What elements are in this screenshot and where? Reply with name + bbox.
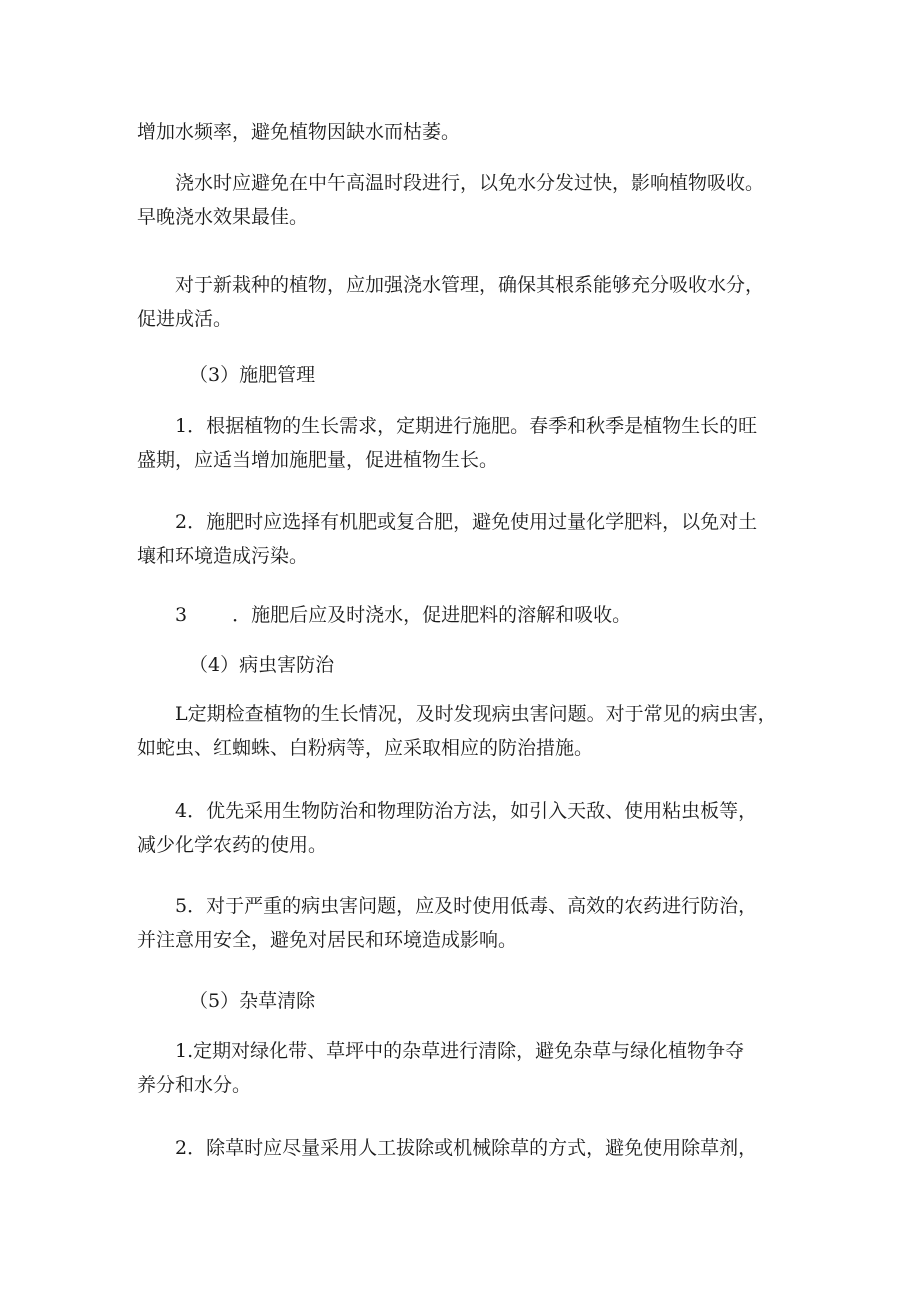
text-line: 增加水频率，避免植物因缺水而枯萎。: [137, 121, 461, 143]
text-line: 盛期，应适当增加施肥量，促进植物生长。: [137, 449, 499, 471]
text-line: 养分和水分。: [137, 1074, 252, 1096]
paragraph-fertilize-1: [137, 409, 797, 477]
list-number: 3: [175, 604, 188, 626]
text-line: 4．优先采用生物防治和物理防治方法，如引入天敌、使用粘虫板等，: [175, 800, 758, 822]
text-line: 浇水时应避免在中午高温时段进行，以免水分发过快，影响植物吸收。: [175, 172, 765, 194]
section-heading: （5）杂草清除: [189, 990, 316, 1012]
text-line: 并注意用安全，避免对居民和环境造成影响。: [137, 929, 518, 951]
text-line: 2．除草时应尽量采用人工拔除或机械除草的方式，避免使用除草剂，: [175, 1137, 758, 1159]
text-line: 早晚浇水效果最佳。: [137, 206, 309, 228]
text-line: 1.定期对绿化带、草坪中的杂草进行清除，避免杂草与绿化植物争夺: [175, 1040, 745, 1062]
text-line: 促进成活。: [137, 308, 233, 330]
paragraph-new-plants: [137, 268, 797, 336]
text-line: 2．施肥时应选择有机肥或复合肥，避免使用过量化学肥料，以免对土: [175, 511, 758, 533]
paragraph-fertilize-2: [137, 505, 797, 573]
paragraph-pest-5: [137, 889, 797, 957]
text-line: 减少化学农药的使用。: [137, 834, 328, 856]
paragraph-watering-time: [137, 166, 797, 234]
heading-weed-removal: [137, 984, 797, 1018]
text-line: 如蛇虫、红蜘蛛、白粉病等，应采取相应的防治措施。: [137, 737, 594, 759]
text-line: 5．对于严重的病虫害问题，应及时使用低毒、高效的农药进行防治，: [175, 895, 758, 917]
text-line: 对于新栽种的植物，应加强浇水管理，确保其根系能够充分吸收水分，: [175, 274, 765, 296]
text-line: 1．根据植物的生长需求，定期进行施肥。春季和秋季是植物生长的旺: [175, 415, 758, 437]
paragraph-pest-4: [137, 794, 797, 862]
heading-pest-control: [137, 648, 797, 682]
text-line: 壤和环境造成污染。: [137, 545, 309, 567]
text-line: L定期检查植物的生长情况，及时发现病虫害问题。对于常见的病虫害，: [175, 703, 777, 725]
section-heading: （4）病虫害防治: [189, 654, 335, 676]
paragraph-weed-1: [137, 1034, 797, 1102]
paragraph-pest-1: [137, 697, 797, 765]
paragraph-weed-2: [137, 1131, 797, 1165]
paragraph-fertilize-3: [137, 598, 797, 632]
paragraph-watering-frequency: [137, 115, 797, 149]
section-heading: （3）施肥管理: [189, 364, 316, 386]
text-line: [137, 598, 797, 632]
heading-fertilization: [137, 358, 797, 392]
list-text: ．施肥后应及时浇水，促进肥料的溶解和吸收。: [232, 604, 632, 626]
